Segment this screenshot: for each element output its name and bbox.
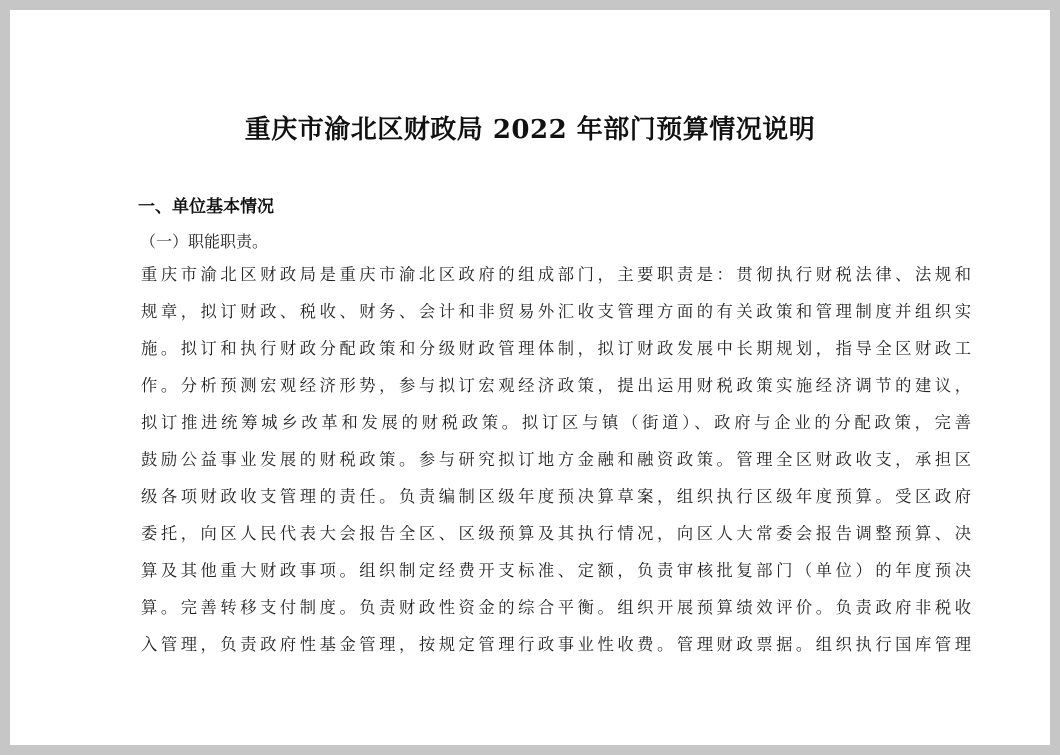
body-line: 算及其他重大财政事项。组织制定经费开支标准、定额，负责审核批复部门（单位）的年度预决 [141,561,971,580]
body-line: 作。分析预测宏观经济形势，参与拟订宏观经济政策，提出运用财税政策实施经济调节的建议， [141,376,971,395]
body-line: 重庆市渝北区财政局是重庆市渝北区政府的组成部门，主要职责是：贯彻执行财税法律、法规和 [141,265,971,284]
subsection-heading: （一）职能职责。 [140,232,269,251]
body-line: 规章，拟订财政、税收、财务、会计和非贸易外汇收支管理方面的有关政策和管理制度并组织实 [141,302,971,321]
body-paragraph [141,256,971,663]
document-title: 重庆市渝北区财政局 2022 年部门预算情况说明 [244,115,816,145]
section-heading: 一、单位基本情况 [138,197,274,217]
body-line: 拟订推进统筹城乡改革和发展的财税政策。拟订区与镇（街道）、政府与企业的分配政策，完善 [141,413,971,432]
body-line: 级各项财政收支管理的责任。负责编制区级年度预决算草案，组织执行区级年度预算。受区政府 [141,487,971,506]
body-line: 委托，向区人民代表大会报告全区、区级预算及其执行情况，向区人大常委会报告调整预算、决 [141,524,971,543]
body-line: 鼓励公益事业发展的财税政策。参与研究拟订地方金融和融资政策。管理全区财政收支，承担区 [141,450,971,469]
document-page [10,10,1050,745]
body-line: 施。拟订和执行财政分配政策和分级财政管理体制，拟订财政发展中长期规划，指导全区财政工 [141,339,971,358]
body-line: 算。完善转移支付制度。负责财政性资金的综合平衡。组织开展预算绩效评价。负责政府非税收 [141,598,971,617]
body-line: 入管理，负责政府性基金管理，按规定管理行政事业性收费。管理财政票据。组织执行国库管理 [141,635,971,654]
